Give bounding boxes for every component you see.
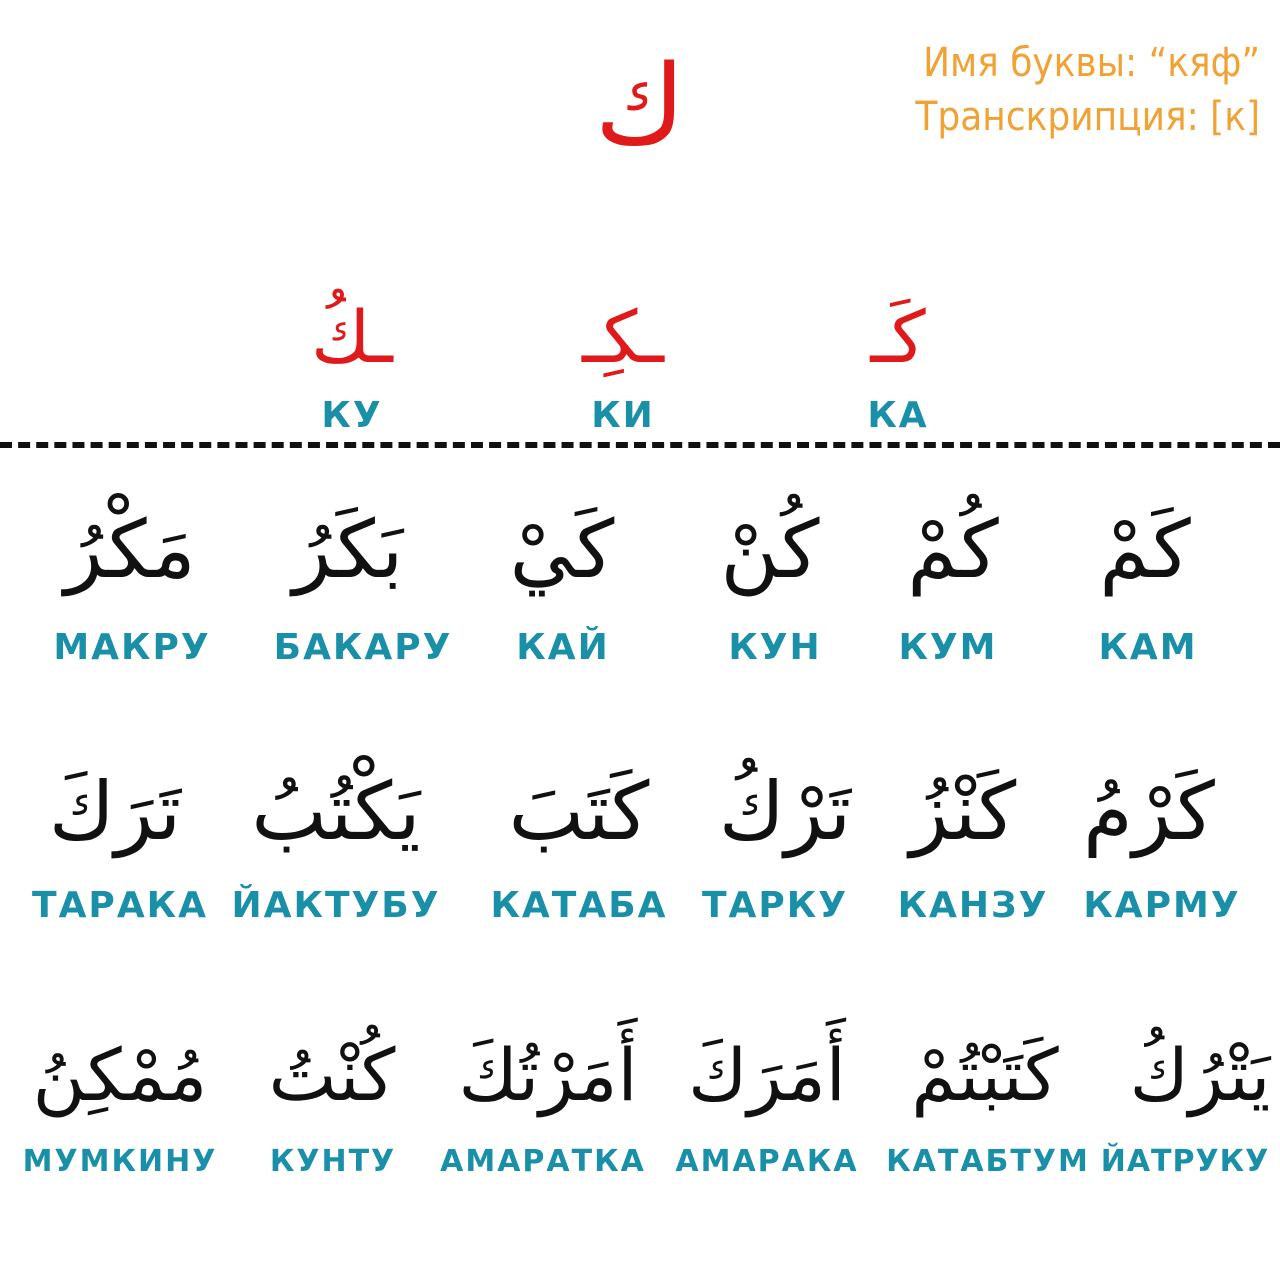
word-label: ЙАТРУКУ xyxy=(1100,1144,1270,1179)
word-label: МАКРУ xyxy=(53,627,211,668)
word-arabic: كَرْمُ xyxy=(1083,765,1215,858)
word-arabic: مُمْكِنُ xyxy=(32,1033,208,1117)
word-arabic: مَكْرُ xyxy=(64,503,196,596)
dashed-divider xyxy=(0,442,1280,448)
word-label: ЙАКТУБУ xyxy=(231,885,441,926)
word-arabic: كَيْ xyxy=(509,503,615,596)
word-label: КАНЗУ xyxy=(897,885,1049,926)
word-arabic: تَرَكَ xyxy=(48,765,182,858)
word-label: АМАРАКА xyxy=(675,1144,859,1179)
word-label: КАМ xyxy=(1098,627,1198,668)
word-label: ТАРАКА xyxy=(32,885,208,926)
word-label: КАЙ xyxy=(516,627,610,668)
transcription-line: Транскрипция: [к] xyxy=(915,94,1260,140)
word-arabic: تَرْكُ xyxy=(718,765,852,858)
word-label: КАРМУ xyxy=(1083,885,1241,926)
word-arabic: كُنْ xyxy=(720,503,820,596)
word-label: КАТАБА xyxy=(490,885,668,926)
main-letter-glyph: ك xyxy=(594,41,686,169)
word-arabic: كَتَبْتُمْ xyxy=(911,1033,1059,1117)
vowel-form-ku: ـكُ xyxy=(311,295,393,379)
word-arabic: كُنْتُ xyxy=(268,1033,396,1117)
vowel-form-ki: ـكِـ xyxy=(582,295,664,379)
letter-info xyxy=(860,36,1260,144)
word-arabic: بَكَرُ xyxy=(292,503,404,596)
vowel-label-ku: КУ xyxy=(321,395,383,436)
vowel-label-ki: КИ xyxy=(591,395,655,436)
word-label: КУН xyxy=(728,627,822,668)
word-label: КАТАБТУМ xyxy=(886,1144,1090,1179)
word-arabic: أَمَرَكَ xyxy=(688,1033,846,1117)
word-label: МУМКИНУ xyxy=(22,1144,218,1179)
vowel-form-ka: كَـ xyxy=(870,295,926,379)
word-label: КУМ xyxy=(898,627,998,668)
word-label: БАКАРУ xyxy=(273,627,453,668)
letter-name-line: Имя буквы: “кяф” xyxy=(923,40,1260,86)
vowel-label-ka: КА xyxy=(867,395,929,436)
word-arabic: يَتْرُكُ xyxy=(1129,1033,1271,1117)
word-arabic: يَكْتُبُ xyxy=(251,765,421,858)
word-label: ТАРКУ xyxy=(702,885,848,926)
word-arabic: كُمْ xyxy=(907,503,999,596)
word-label: АМАРАТКА xyxy=(440,1144,646,1179)
word-label: КУНТУ xyxy=(269,1144,397,1179)
word-arabic: كَتَبَ xyxy=(508,765,650,858)
word-arabic: كَنْزُ xyxy=(909,765,1017,858)
word-arabic: كَمْ xyxy=(1099,503,1191,596)
word-arabic: أَمَرْتُكَ xyxy=(458,1033,638,1117)
